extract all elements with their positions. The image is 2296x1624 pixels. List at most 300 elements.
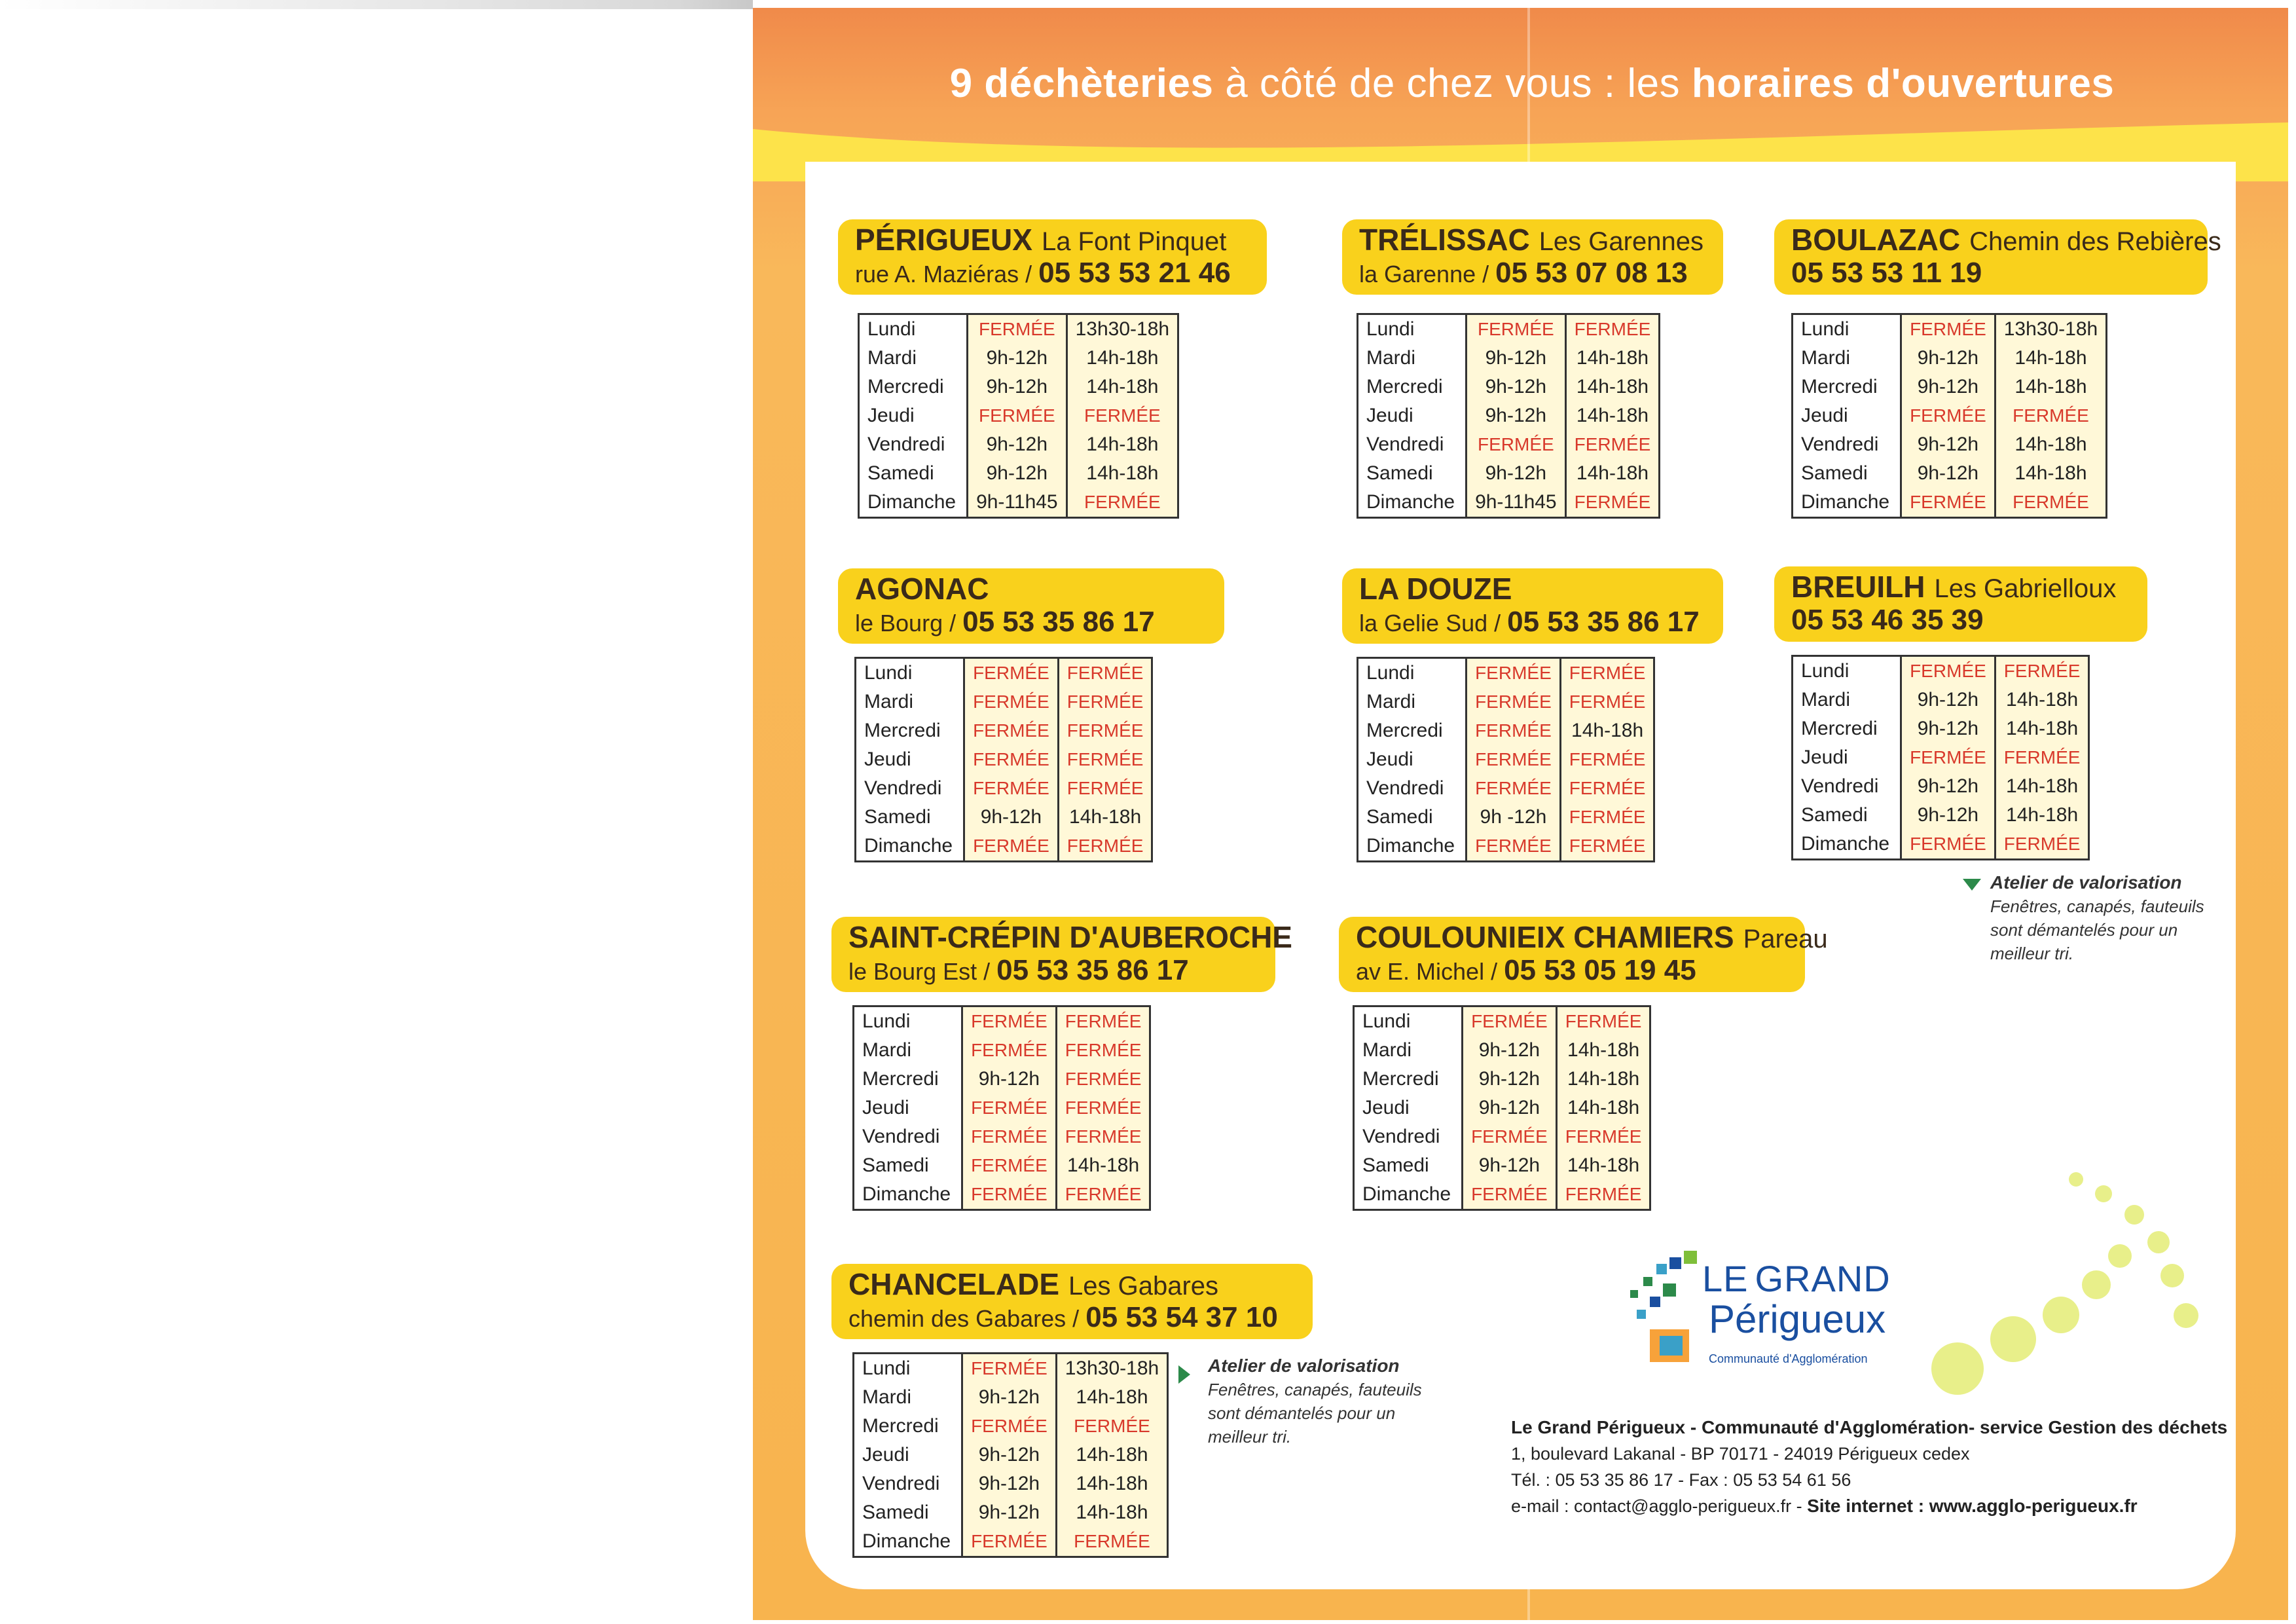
- day-cell: Samedi: [859, 459, 968, 488]
- day-cell: Lundi: [1793, 656, 1901, 686]
- day-cell: Dimanche: [1793, 830, 1901, 860]
- center-place: La Font Pinquet: [1041, 227, 1227, 256]
- table-row: [1793, 488, 2107, 518]
- day-cell: Mercredi: [1793, 373, 1901, 401]
- morning-hours-cell: FERMÉE: [1467, 716, 1561, 745]
- footer-org: Le Grand Périgueux - Communauté d'Agglomération- service Gestion des déchets: [1511, 1417, 2228, 1437]
- day-cell: Jeudi: [1793, 401, 1901, 430]
- day-cell: Lundi: [854, 1006, 962, 1037]
- afternoon-hours-cell: 14h-18h: [1056, 1498, 1167, 1527]
- day-cell: Dimanche: [859, 488, 968, 518]
- day-cell: Jeudi: [1358, 745, 1467, 774]
- morning-hours-cell: 9h-12h: [1901, 344, 1995, 373]
- day-cell: Mercredi: [859, 373, 968, 401]
- afternoon-hours-cell: FERMÉE: [1056, 1527, 1167, 1557]
- table-row: [1358, 803, 1654, 832]
- center-place: Chemin des Rebières: [1969, 227, 2221, 256]
- table-row: [1354, 1094, 1650, 1122]
- day-cell: Lundi: [859, 314, 968, 344]
- day-cell: Mercredi: [1358, 716, 1467, 745]
- center-address: la Garenne /: [1359, 261, 1496, 287]
- day-cell: Jeudi: [1354, 1094, 1463, 1122]
- afternoon-hours-cell: FERMÉE: [1056, 1180, 1150, 1210]
- afternoon-hours-cell: FERMÉE: [1560, 658, 1654, 688]
- afternoon-hours-cell: FERMÉE: [1056, 1065, 1150, 1094]
- center-phone[interactable]: 05 53 53 21 46: [1038, 257, 1231, 289]
- center-place: Pareau: [1743, 925, 1828, 953]
- page-title: 9 déchèteries à côté de chez vous : les horaires d'ouvertures: [949, 61, 2115, 106]
- afternoon-hours-cell: FERMÉE: [1066, 488, 1178, 518]
- day-cell: Vendredi: [1358, 774, 1467, 803]
- table-row: [1354, 1151, 1650, 1180]
- afternoon-hours-cell: 14h-18h: [1556, 1065, 1650, 1094]
- afternoon-hours-cell: 14h-18h: [1056, 1383, 1167, 1412]
- center-place: Les Gabrielloux: [1934, 574, 2117, 603]
- morning-hours-cell: 9h-12h: [962, 1065, 1057, 1094]
- afternoon-hours-cell: FERMÉE: [1066, 401, 1178, 430]
- morning-hours-cell: FERMÉE: [1467, 745, 1561, 774]
- day-cell: Jeudi: [856, 745, 964, 774]
- day-cell: Jeudi: [859, 401, 968, 430]
- morning-hours-cell: 9h-12h: [1901, 430, 1995, 459]
- afternoon-hours-cell: 14h-18h: [1058, 803, 1152, 832]
- arrow-down-icon: [1963, 879, 1981, 891]
- table-row: [856, 716, 1152, 745]
- center-phone[interactable]: 05 53 07 08 13: [1495, 257, 1688, 289]
- table-row: [1354, 1180, 1650, 1210]
- morning-hours-cell: FERMÉE: [962, 1180, 1057, 1210]
- day-cell: Samedi: [1354, 1151, 1463, 1180]
- table-row: [856, 688, 1152, 716]
- day-cell: Samedi: [854, 1498, 962, 1527]
- day-cell: Mardi: [1354, 1036, 1463, 1065]
- day-cell: Dimanche: [1793, 488, 1901, 518]
- day-cell: Mardi: [1793, 344, 1901, 373]
- center-phone[interactable]: 05 53 46 35 39: [1791, 604, 1984, 636]
- table-row: [1358, 716, 1654, 745]
- afternoon-hours-cell: FERMÉE: [1058, 658, 1152, 688]
- morning-hours-cell: 9h-12h: [962, 1383, 1057, 1412]
- table-row: [854, 1527, 1168, 1557]
- afternoon-hours-cell: 14h-18h: [1995, 801, 2089, 830]
- table-row: [1793, 344, 2107, 373]
- center-phone[interactable]: 05 53 35 86 17: [996, 954, 1189, 986]
- center-address: le Bourg Est /: [848, 958, 997, 985]
- table-row: [1358, 745, 1654, 774]
- morning-hours-cell: FERMÉE: [1901, 743, 1995, 772]
- morning-hours-cell: 9h-12h: [1463, 1036, 1557, 1065]
- day-cell: Lundi: [1354, 1006, 1463, 1037]
- day-cell: Jeudi: [1793, 743, 1901, 772]
- afternoon-hours-cell: 14h-18h: [1995, 459, 2106, 488]
- table-row: [854, 1122, 1150, 1151]
- morning-hours-cell: 9h-12h: [1901, 714, 1995, 743]
- table-row: [854, 1006, 1150, 1037]
- table-row: [1358, 344, 1660, 373]
- logo-mark-icon: [1624, 1244, 1715, 1369]
- day-cell: Vendredi: [1358, 430, 1467, 459]
- morning-hours-cell: 9h-12h: [1467, 401, 1566, 430]
- schedule-table-coulounieix-chamiers: [1353, 1005, 1651, 1211]
- afternoon-hours-cell: 14h-18h: [1066, 459, 1178, 488]
- table-row: [854, 1065, 1150, 1094]
- table-row: [1793, 656, 2089, 686]
- table-row: [1358, 774, 1654, 803]
- day-cell: Mardi: [1793, 686, 1901, 714]
- morning-hours-cell: 9h-12h: [1901, 373, 1995, 401]
- morning-hours-cell: 9h-12h: [968, 430, 1067, 459]
- morning-hours-cell: FERMÉE: [1901, 830, 1995, 860]
- table-row: [854, 1094, 1150, 1122]
- center-place: Les Garennes: [1539, 227, 1704, 256]
- afternoon-hours-cell: 14h-18h: [1556, 1151, 1650, 1180]
- morning-hours-cell: 9h-12h: [1467, 459, 1566, 488]
- table-row: [856, 803, 1152, 832]
- atelier-note-breuilh: Atelier de valorisation Fenêtres, canapés, fauteuils sont démantelés pour un meilleur tri.: [1990, 872, 2204, 963]
- day-cell: Vendredi: [1793, 430, 1901, 459]
- schedule-table-tr-lissac: [1357, 313, 1660, 519]
- table-row: [859, 459, 1178, 488]
- schedule-table-agonac: [854, 657, 1153, 862]
- morning-hours-cell: 9h-12h: [968, 344, 1067, 373]
- morning-hours-cell: FERMÉE: [962, 1412, 1057, 1441]
- day-cell: Vendredi: [859, 430, 968, 459]
- center-label-saint-cr-pin-d-auberoche: [831, 917, 1292, 992]
- afternoon-hours-cell: 13h30-18h: [1995, 314, 2106, 344]
- day-cell: Mercredi: [856, 716, 964, 745]
- table-row: [1354, 1036, 1650, 1065]
- afternoon-hours-cell: 14h-18h: [1995, 772, 2089, 801]
- morning-hours-cell: FERMÉE: [1467, 314, 1566, 344]
- afternoon-hours-cell: FERMÉE: [1560, 774, 1654, 803]
- table-row: [854, 1383, 1168, 1412]
- footer-website[interactable]: Site internet : www.agglo-perigueux.fr: [1807, 1496, 2138, 1516]
- table-row: [1793, 714, 2089, 743]
- morning-hours-cell: 9h-12h: [1467, 344, 1566, 373]
- morning-hours-cell: FERMÉE: [962, 1151, 1057, 1180]
- day-cell: Lundi: [1358, 658, 1467, 688]
- footer-phone: Tél. : 05 53 35 86 17 - Fax : 05 53 54 61 56: [1511, 1470, 1851, 1490]
- center-label-tr-lissac: [1342, 219, 1723, 295]
- morning-hours-cell: FERMÉE: [1467, 430, 1566, 459]
- day-cell: Mercredi: [1354, 1065, 1463, 1094]
- day-cell: Jeudi: [1358, 401, 1467, 430]
- day-cell: Dimanche: [1354, 1180, 1463, 1210]
- morning-hours-cell: 9h-12h: [1463, 1151, 1557, 1180]
- center-city: TRÉLISSAC: [1359, 223, 1530, 257]
- table-row: [854, 1412, 1168, 1441]
- table-row: [859, 344, 1178, 373]
- morning-hours-cell: FERMÉE: [964, 774, 1059, 803]
- morning-hours-cell: FERMÉE: [1463, 1180, 1557, 1210]
- afternoon-hours-cell: FERMÉE: [1056, 1412, 1167, 1441]
- afternoon-hours-cell: 14h-18h: [1995, 714, 2089, 743]
- afternoon-hours-cell: FERMÉE: [1995, 656, 2089, 686]
- afternoon-hours-cell: FERMÉE: [1556, 1006, 1650, 1037]
- afternoon-hours-cell: FERMÉE: [1056, 1006, 1150, 1037]
- day-cell: Mercredi: [854, 1065, 962, 1094]
- table-row: [859, 314, 1178, 344]
- table-row: [1358, 373, 1660, 401]
- table-row: [1358, 401, 1660, 430]
- morning-hours-cell: 9h-12h: [964, 803, 1059, 832]
- morning-hours-cell: FERMÉE: [1463, 1122, 1557, 1151]
- center-city: AGONAC: [855, 572, 989, 606]
- afternoon-hours-cell: 14h-18h: [1565, 344, 1660, 373]
- center-address: chemin des Gabares /: [848, 1305, 1086, 1332]
- table-row: [1793, 401, 2107, 430]
- afternoon-hours-cell: 14h-18h: [1056, 1441, 1167, 1469]
- morning-hours-cell: FERMÉE: [1901, 401, 1995, 430]
- afternoon-hours-cell: FERMÉE: [1056, 1036, 1150, 1065]
- afternoon-hours-cell: FERMÉE: [1058, 716, 1152, 745]
- table-row: [856, 745, 1152, 774]
- morning-hours-cell: FERMÉE: [968, 314, 1067, 344]
- afternoon-hours-cell: 14h-18h: [1056, 1151, 1150, 1180]
- table-row: [859, 430, 1178, 459]
- schedule-table-saint-cr-pin-d-auberoche: [852, 1005, 1151, 1211]
- afternoon-hours-cell: FERMÉE: [1556, 1180, 1650, 1210]
- afternoon-hours-cell: FERMÉE: [1556, 1122, 1650, 1151]
- afternoon-hours-cell: FERMÉE: [1560, 688, 1654, 716]
- day-cell: Dimanche: [854, 1180, 962, 1210]
- table-row: [859, 401, 1178, 430]
- table-row: [1793, 459, 2107, 488]
- center-label-breuilh: [1774, 566, 2147, 642]
- day-cell: Samedi: [1358, 803, 1467, 832]
- morning-hours-cell: FERMÉE: [962, 1036, 1057, 1065]
- schedule-table-chancelade: [852, 1352, 1169, 1558]
- center-address: le Bourg /: [855, 610, 963, 637]
- table-row: [1358, 488, 1660, 518]
- footer-email[interactable]: e-mail : contact@agglo-perigueux.fr -: [1511, 1496, 1808, 1516]
- morning-hours-cell: 9h-12h: [1463, 1094, 1557, 1122]
- center-city: PÉRIGUEUX: [855, 223, 1032, 257]
- table-row: [859, 373, 1178, 401]
- afternoon-hours-cell: FERMÉE: [1058, 745, 1152, 774]
- center-label-agonac: [838, 568, 1224, 644]
- morning-hours-cell: FERMÉE: [1901, 656, 1995, 686]
- center-label-boulazac: [1774, 219, 2221, 295]
- center-city: SAINT-CRÉPIN D'AUBEROCHE: [848, 920, 1292, 954]
- table-row: [856, 774, 1152, 803]
- table-row: [1354, 1006, 1650, 1037]
- afternoon-hours-cell: 14h-18h: [1995, 686, 2089, 714]
- morning-hours-cell: FERMÉE: [964, 716, 1059, 745]
- day-cell: Dimanche: [1358, 832, 1467, 862]
- day-cell: Mercredi: [854, 1412, 962, 1441]
- morning-hours-cell: 9h-12h: [1467, 373, 1566, 401]
- center-label-chancelade: [831, 1264, 1313, 1339]
- afternoon-hours-cell: FERMÉE: [1995, 830, 2089, 860]
- morning-hours-cell: FERMÉE: [962, 1122, 1057, 1151]
- footer-address: 1, boulevard Lakanal - BP 70171 - 24019 Périgueux cedex: [1511, 1444, 1970, 1464]
- center-place: Les Gabares: [1068, 1272, 1219, 1301]
- day-cell: Vendredi: [854, 1469, 962, 1498]
- morning-hours-cell: FERMÉE: [962, 1094, 1057, 1122]
- page-top-shadow: [0, 0, 753, 9]
- afternoon-hours-cell: 14h-18h: [1556, 1094, 1650, 1122]
- center-label-coulounieix-chamiers: [1339, 917, 1828, 992]
- table-row: [1358, 658, 1654, 688]
- center-phone[interactable]: 05 53 35 86 17: [1507, 606, 1700, 638]
- morning-hours-cell: FERMÉE: [1901, 314, 1995, 344]
- morning-hours-cell: 9h-12h: [968, 373, 1067, 401]
- afternoon-hours-cell: 14h-18h: [1066, 373, 1178, 401]
- morning-hours-cell: FERMÉE: [964, 658, 1059, 688]
- table-row: [1358, 688, 1654, 716]
- table-row: [854, 1469, 1168, 1498]
- arrow-right-icon: [1178, 1365, 1190, 1384]
- afternoon-hours-cell: FERMÉE: [1565, 430, 1660, 459]
- day-cell: Mardi: [854, 1383, 962, 1412]
- table-row: [1793, 743, 2089, 772]
- day-cell: Mardi: [859, 344, 968, 373]
- day-cell: Vendredi: [1354, 1122, 1463, 1151]
- day-cell: Lundi: [854, 1354, 962, 1384]
- table-row: [854, 1180, 1150, 1210]
- schedule-table-boulazac: [1791, 313, 2107, 519]
- morning-hours-cell: FERMÉE: [968, 401, 1067, 430]
- morning-hours-cell: FERMÉE: [964, 745, 1059, 774]
- morning-hours-cell: 9h-12h: [1463, 1065, 1557, 1094]
- day-cell: Samedi: [1793, 801, 1901, 830]
- day-cell: Vendredi: [856, 774, 964, 803]
- afternoon-hours-cell: FERMÉE: [1560, 803, 1654, 832]
- morning-hours-cell: FERMÉE: [1467, 658, 1561, 688]
- day-cell: Mercredi: [1358, 373, 1467, 401]
- center-city: BREUILH: [1791, 570, 1925, 604]
- morning-hours-cell: 9h-12h: [962, 1441, 1057, 1469]
- afternoon-hours-cell: FERMÉE: [1995, 401, 2106, 430]
- afternoon-hours-cell: FERMÉE: [1056, 1094, 1150, 1122]
- table-row: [1793, 830, 2089, 860]
- afternoon-hours-cell: 14h-18h: [1995, 344, 2106, 373]
- day-cell: Dimanche: [854, 1527, 962, 1557]
- afternoon-hours-cell: 14h-18h: [1565, 459, 1660, 488]
- day-cell: Vendredi: [854, 1122, 962, 1151]
- day-cell: Dimanche: [1358, 488, 1467, 518]
- table-row: [1793, 686, 2089, 714]
- morning-hours-cell: 9h-12h: [962, 1469, 1057, 1498]
- morning-hours-cell: 9h-12h: [1901, 686, 1995, 714]
- center-city: LA DOUZE: [1359, 572, 1512, 606]
- morning-hours-cell: FERMÉE: [1467, 774, 1561, 803]
- center-address: la Gelie Sud /: [1359, 610, 1508, 637]
- morning-hours-cell: FERMÉE: [1467, 832, 1561, 862]
- contact-footer: [1511, 1414, 2227, 1519]
- afternoon-hours-cell: 14h-18h: [1565, 401, 1660, 430]
- afternoon-hours-cell: 14h-18h: [1560, 716, 1654, 745]
- afternoon-hours-cell: 13h30-18h: [1066, 314, 1178, 344]
- day-cell: Mardi: [854, 1036, 962, 1065]
- afternoon-hours-cell: 14h-18h: [1556, 1036, 1650, 1065]
- morning-hours-cell: 9h-12h: [968, 459, 1067, 488]
- morning-hours-cell: 9h-11h45: [1467, 488, 1566, 518]
- schedule-table-breuilh: [1791, 655, 2090, 860]
- center-phone[interactable]: 05 53 53 11 19: [1791, 257, 1982, 289]
- afternoon-hours-cell: 14h-18h: [1056, 1469, 1167, 1498]
- afternoon-hours-cell: 14h-18h: [1565, 373, 1660, 401]
- afternoon-hours-cell: FERMÉE: [1995, 743, 2089, 772]
- morning-hours-cell: FERMÉE: [962, 1354, 1057, 1384]
- center-phone[interactable]: 05 53 35 86 17: [962, 606, 1155, 638]
- day-cell: Mercredi: [1793, 714, 1901, 743]
- day-cell: Samedi: [1358, 459, 1467, 488]
- morning-hours-cell: FERMÉE: [1463, 1006, 1557, 1037]
- center-address: rue A. Maziéras /: [855, 261, 1039, 287]
- day-cell: Dimanche: [856, 832, 964, 862]
- afternoon-hours-cell: FERMÉE: [1058, 774, 1152, 803]
- afternoon-hours-cell: FERMÉE: [1560, 745, 1654, 774]
- day-cell: Lundi: [1793, 314, 1901, 344]
- table-row: [854, 1498, 1168, 1527]
- morning-hours-cell: FERMÉE: [964, 688, 1059, 716]
- day-cell: Lundi: [1358, 314, 1467, 344]
- center-city: COULOUNIEIX CHAMIERS: [1356, 920, 1734, 954]
- table-row: [856, 658, 1152, 688]
- day-cell: Mardi: [856, 688, 964, 716]
- center-phone[interactable]: 05 53 54 37 10: [1085, 1301, 1278, 1333]
- morning-hours-cell: 9h-12h: [1901, 459, 1995, 488]
- morning-hours-cell: 9h-11h45: [968, 488, 1067, 518]
- center-label-la-douze: [1342, 568, 1723, 644]
- table-row: [859, 488, 1178, 518]
- atelier-note-chancelade: Atelier de valorisation Fenêtres, canapés, fauteuils sont démantelés pour un meilleur tri.: [1208, 1356, 1422, 1447]
- day-cell: Mardi: [1358, 344, 1467, 373]
- footer-contact: [1511, 1493, 2227, 1519]
- afternoon-hours-cell: FERMÉE: [1058, 688, 1152, 716]
- table-row: [1793, 373, 2107, 401]
- table-row: [854, 1036, 1150, 1065]
- day-cell: Samedi: [1793, 459, 1901, 488]
- table-row: [1793, 314, 2107, 344]
- afternoon-hours-cell: 13h30-18h: [1056, 1354, 1167, 1384]
- table-row: [1358, 314, 1660, 344]
- morning-hours-cell: FERMÉE: [1467, 688, 1561, 716]
- center-address: av E. Michel /: [1356, 958, 1504, 985]
- table-row: [1793, 430, 2107, 459]
- table-row: [854, 1441, 1168, 1469]
- table-row: [1793, 801, 2089, 830]
- day-cell: Lundi: [856, 658, 964, 688]
- schedule-table-p-rigueux: [858, 313, 1179, 519]
- day-cell: Vendredi: [1793, 772, 1901, 801]
- afternoon-hours-cell: 14h-18h: [1066, 430, 1178, 459]
- morning-hours-cell: 9h-12h: [1901, 801, 1995, 830]
- day-cell: Jeudi: [854, 1441, 962, 1469]
- afternoon-hours-cell: 14h-18h: [1995, 430, 2106, 459]
- morning-hours-cell: FERMÉE: [962, 1527, 1057, 1557]
- center-label-p-rigueux: [838, 219, 1267, 295]
- table-row: [1358, 459, 1660, 488]
- center-city: BOULAZAC: [1791, 223, 1961, 257]
- table-row: [1354, 1122, 1650, 1151]
- table-row: [1358, 832, 1654, 862]
- day-cell: Samedi: [856, 803, 964, 832]
- table-row: [1793, 772, 2089, 801]
- afternoon-hours-cell: 14h-18h: [1995, 373, 2106, 401]
- table-row: [854, 1354, 1168, 1384]
- center-city: CHANCELADE: [848, 1267, 1059, 1301]
- morning-hours-cell: 9h -12h: [1467, 803, 1561, 832]
- table-row: [1358, 430, 1660, 459]
- afternoon-hours-cell: FERMÉE: [1565, 314, 1660, 344]
- morning-hours-cell: FERMÉE: [1901, 488, 1995, 518]
- table-row: [1354, 1065, 1650, 1094]
- afternoon-hours-cell: FERMÉE: [1995, 488, 2106, 518]
- center-phone[interactable]: 05 53 05 19 45: [1504, 954, 1696, 986]
